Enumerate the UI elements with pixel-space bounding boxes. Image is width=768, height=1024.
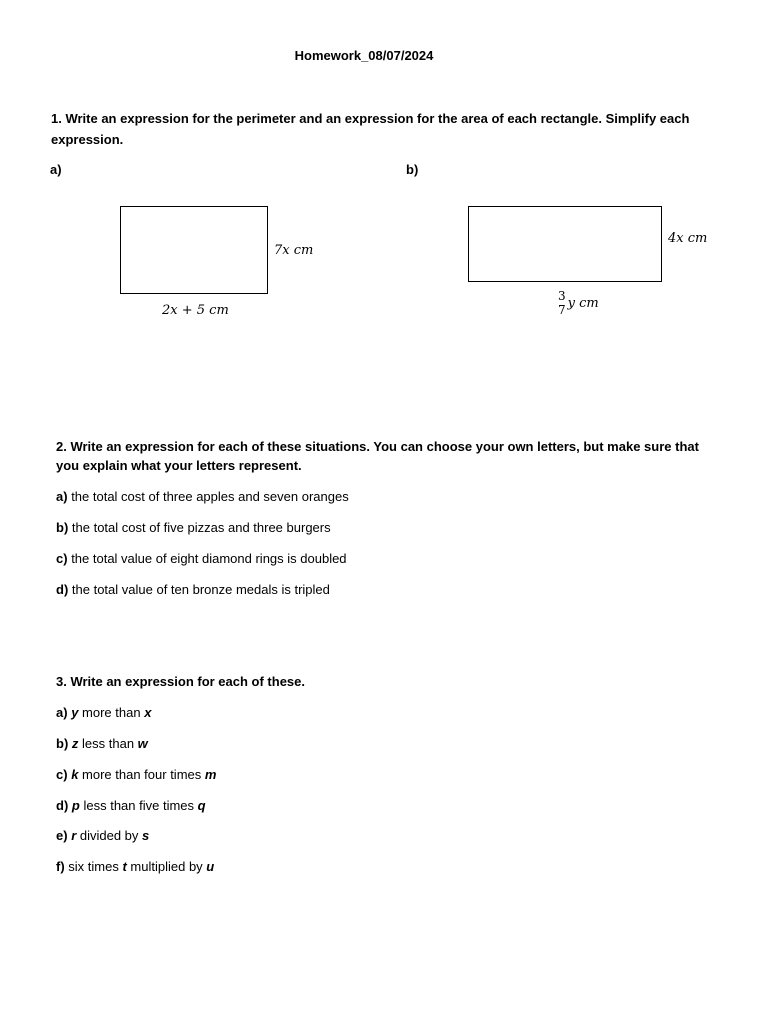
q2-item-text: the total cost of three apples and seven oranges: [71, 489, 349, 504]
q3-item-f: [56, 859, 214, 874]
q3-text: less than: [78, 736, 138, 751]
q3-var: k: [71, 767, 79, 782]
fraction: [558, 290, 566, 317]
rectangle-a-bottom-label: 2x + 5 cm: [162, 303, 229, 318]
q3-text: divided by: [76, 828, 143, 843]
q1-part-b-label: b): [406, 162, 419, 177]
q3-var: u: [206, 859, 215, 874]
q3-var: m: [204, 767, 217, 782]
q2-item-label: d): [56, 582, 69, 597]
q2-item-text: the total value of ten bronze medals is tripled: [71, 582, 330, 597]
rectangle-a: [120, 206, 268, 294]
fraction-denominator: 7: [558, 303, 566, 317]
q2-item-label: c): [56, 551, 68, 566]
rectangle-b: [468, 206, 662, 282]
rectangle-b-bottom-label: [558, 290, 599, 317]
q3-item-b: [56, 736, 148, 751]
q3-var: w: [137, 736, 148, 751]
q3-item-c: [56, 767, 216, 782]
q2-item-b: [56, 520, 331, 535]
q3-var: p: [71, 798, 80, 813]
q3-var: s: [142, 828, 150, 843]
q3-item-label: d): [56, 798, 69, 813]
q2-item-text: the total value of eight diamond rings is doubled: [71, 551, 347, 566]
q2-item-c: [56, 551, 347, 566]
question-2-text: 2. Write an expression for each of these situations. You can choose your own letters, but make sure that you explain what your letters represent.: [56, 439, 699, 473]
fraction-numerator: 3: [558, 289, 566, 303]
q3-var: z: [71, 736, 79, 751]
q3-text: more than four times: [78, 767, 205, 782]
q3-item-label: f): [56, 859, 65, 874]
q3-var: x: [144, 705, 152, 720]
q3-item-d: [56, 798, 206, 813]
q1-part-a-label: a): [50, 162, 62, 177]
q2-item-label: b): [56, 520, 69, 535]
q2-item-text: the total cost of five pizzas and three burgers: [71, 520, 331, 535]
q3-item-label: c): [56, 767, 68, 782]
q3-var: y: [71, 705, 79, 720]
q3-item-e: [56, 828, 149, 843]
q3-text: multiplied by: [126, 859, 207, 874]
q3-item-label: a): [56, 705, 68, 720]
q3-var: r: [71, 828, 77, 843]
rectangle-b-side-label: 4x cm: [668, 231, 708, 246]
q2-item-label: a): [56, 489, 68, 504]
q3-var: t: [122, 859, 127, 874]
q3-item-label: e): [56, 828, 68, 843]
question-3-text: 3. Write an expression for each of these.: [56, 674, 306, 689]
q3-item-a: [56, 705, 151, 720]
question-1-text: 1. Write an expression for the perimeter and an expression for the area of each rectangle. Simplify each expression.: [51, 111, 690, 147]
page-title: Homework_08/07/2024: [294, 48, 434, 63]
q2-item-a: [56, 489, 349, 504]
q3-text: six times: [68, 859, 123, 874]
rectangle-a-side-label: 7x cm: [274, 243, 314, 258]
q2-item-d: [56, 582, 330, 597]
q3-item-label: b): [56, 736, 69, 751]
q3-text: less than five times: [79, 798, 198, 813]
q3-text: more than: [78, 705, 145, 720]
rectangle-b-bottom-unit: y cm: [567, 296, 599, 311]
q3-var: q: [197, 798, 206, 813]
